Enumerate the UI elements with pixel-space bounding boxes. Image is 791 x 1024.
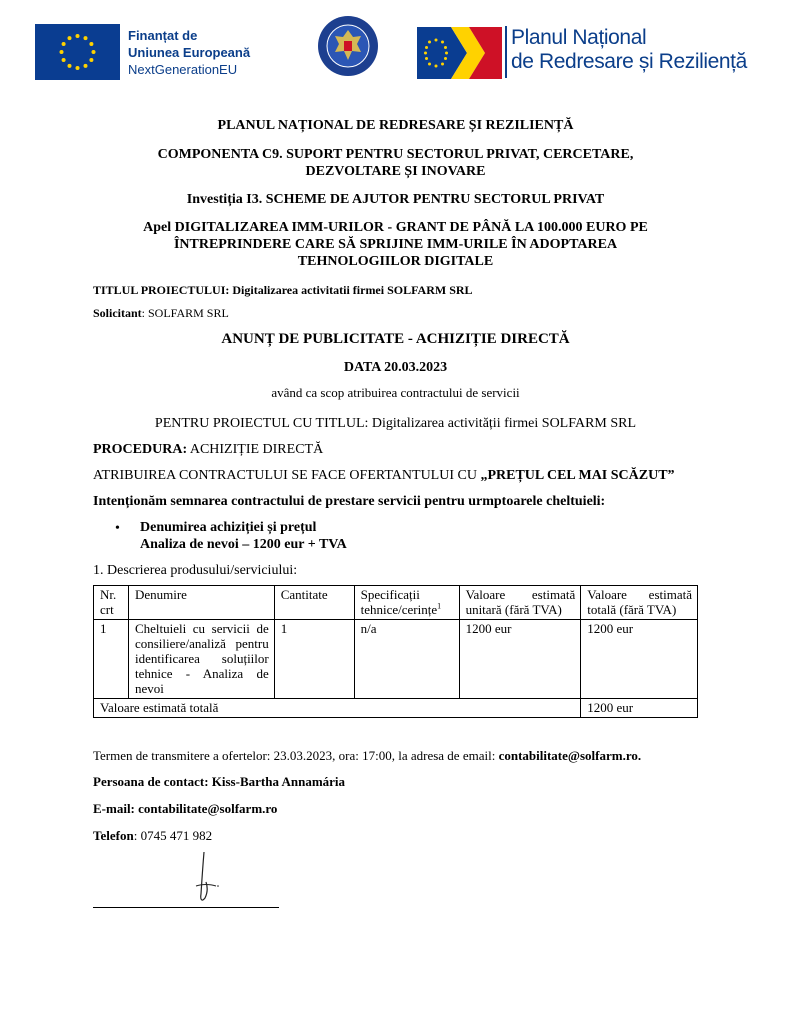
- procedure-line: [93, 441, 323, 458]
- header-cantitate: Cantitate: [274, 586, 354, 620]
- table-total-row: [94, 699, 698, 718]
- row-valoare-totala: 1200 eur: [581, 620, 698, 699]
- component-title-line-2: DEZVOLTARE ȘI INOVARE: [305, 164, 486, 179]
- contact-phone: [93, 828, 212, 844]
- header-nr: Nr. crt: [94, 586, 129, 620]
- deadline-email[interactable]: contabilitate@solfarm.ro.: [498, 748, 642, 763]
- row-denumire: Cheltuieli cu servicii de consiliere/analiză pentru identificarea soluțiilor tehnice - Analiza de nevoi: [128, 620, 274, 699]
- total-value: 1200 eur: [581, 699, 698, 718]
- announcement-scope: având ca scop atribuirea contractului de servicii: [271, 385, 520, 400]
- announcement-date: DATA 20.03.2023: [343, 360, 448, 375]
- header-specificatii-text: Specificații tehnice/cerințe: [360, 587, 438, 617]
- row-valoare-unitara: 1200 eur: [459, 620, 581, 699]
- eu-funding-logo-text: [128, 27, 250, 78]
- deadline-text: Termen de transmitere a ofertelor: 23.03.2023, ora: 17:00, la adresa de email:: [93, 748, 499, 763]
- project-title-line: [93, 283, 473, 298]
- pnrr-logo-line-2: de Redresare și Reziliență: [511, 50, 747, 73]
- contact-email[interactable]: E-mail: contabilitate@solfarm.ro: [93, 801, 278, 816]
- announcement-heading: ANUNȚ DE PUBLICITATE - ACHIZIȚIE DIRECTĂ: [221, 331, 570, 347]
- bullet-value: Analiza de nevoi – 1200 eur + TVA: [140, 537, 347, 552]
- header-specificatii: [354, 586, 459, 620]
- row-nr: 1: [94, 620, 129, 699]
- call-title-line-1: Apel DIGITALIZAREA IMM-URILOR - GRANT DE PÂNĂ LA 100.000 EURO PE: [143, 220, 648, 235]
- procedure-value: ACHIZIȚIE DIRECTĂ: [187, 442, 324, 457]
- call-title-line-3: TEHNOLOGIILOR DIGITALE: [297, 254, 494, 269]
- phone-value: : 0745 471 982: [133, 828, 213, 843]
- eu-flag-icon: [35, 24, 120, 80]
- services-table: [93, 585, 698, 718]
- section-heading: 1. Descrierea produsului/serviciului:: [93, 563, 298, 578]
- investment-title: Investiția I3. SCHEME DE AJUTOR PENTRU SECTORUL PRIVAT: [186, 192, 605, 207]
- award-prefix: ATRIBUIREA CONTRACTULUI SE FACE OFERTANTULUI CU: [93, 468, 481, 483]
- phone-label: Telefon: [93, 828, 134, 843]
- component-title-line-1: COMPONENTA C9. SUPORT PENTRU SECTORUL PRIVAT, CERCETARE,: [157, 147, 634, 162]
- applicant-line: [93, 306, 229, 321]
- signature-line: [93, 907, 279, 908]
- header-logos: [0, 0, 791, 110]
- applicant-label: Solicitant: [93, 306, 142, 320]
- component-title: [60, 146, 731, 180]
- deadline-line: [93, 748, 641, 764]
- pnrr-divider: [505, 26, 507, 78]
- procedure-label: PROCEDURA:: [93, 442, 188, 457]
- eu-logo-line-1: Finanțat de: [128, 28, 198, 43]
- project-line-prefix: PENTRU PROIECTUL CU TITLUL:: [154, 416, 372, 431]
- project-title-value: : Digitalizarea activitatii firmei SOLFARM SRL: [225, 283, 473, 297]
- award-line: [93, 467, 675, 484]
- header-valoare-totala: Valoare estimată totală (fără TVA): [581, 586, 698, 620]
- total-label: Valoare estimată totală: [94, 699, 581, 718]
- signature-icon: [190, 848, 230, 908]
- project-title-label: TITLUL PROIECTULUI: [93, 283, 226, 297]
- table-header-row: [94, 586, 698, 620]
- pnrr-logo-text: [511, 26, 747, 74]
- applicant-value: : SOLFARM SRL: [141, 306, 229, 320]
- call-title-line-2: ÎNTREPRINDERE CARE SĂ SPRIJINE IMM-URILE ÎN ADOPTAREA: [173, 237, 618, 252]
- pnrr-logo-line-1: Planul Național: [511, 26, 647, 49]
- eu-logo-line-2: Uniunea Europeană: [128, 45, 251, 60]
- call-title: [60, 219, 731, 270]
- eu-logo-line-3: NextGenerationEU: [128, 62, 238, 77]
- row-specificatii: n/a: [354, 620, 459, 699]
- award-value: „PREȚUL CEL MAI SCĂZUT”: [480, 468, 675, 483]
- bullet-icon: •: [115, 521, 120, 536]
- pnrr-flag-icon: [417, 27, 502, 79]
- row-cantitate: 1: [274, 620, 354, 699]
- header-valoare-unitara: Valoare estimată unitară (fără TVA): [459, 586, 581, 620]
- government-seal-icon: [317, 15, 379, 77]
- table-row: [94, 620, 698, 699]
- footnote-ref: 1: [437, 601, 442, 611]
- plan-title: PLANUL NAȚIONAL DE REDRESARE ȘI REZILIENȚĂ: [217, 118, 574, 133]
- project-line: [60, 415, 731, 432]
- contact-person: Persoana de contact: Kiss-Bartha Annamária: [93, 774, 346, 789]
- intent-line: Intenționăm semnarea contractului de prestare servicii pentru urmptoarele cheltuieli:: [93, 494, 606, 509]
- header-denumire: Denumire: [128, 586, 274, 620]
- bullet-title: Denumirea achiziției și prețul: [140, 520, 317, 535]
- bullet-block: [140, 519, 347, 553]
- project-line-value: Digitalizarea activității firmei SOLFARM SRL: [371, 416, 637, 431]
